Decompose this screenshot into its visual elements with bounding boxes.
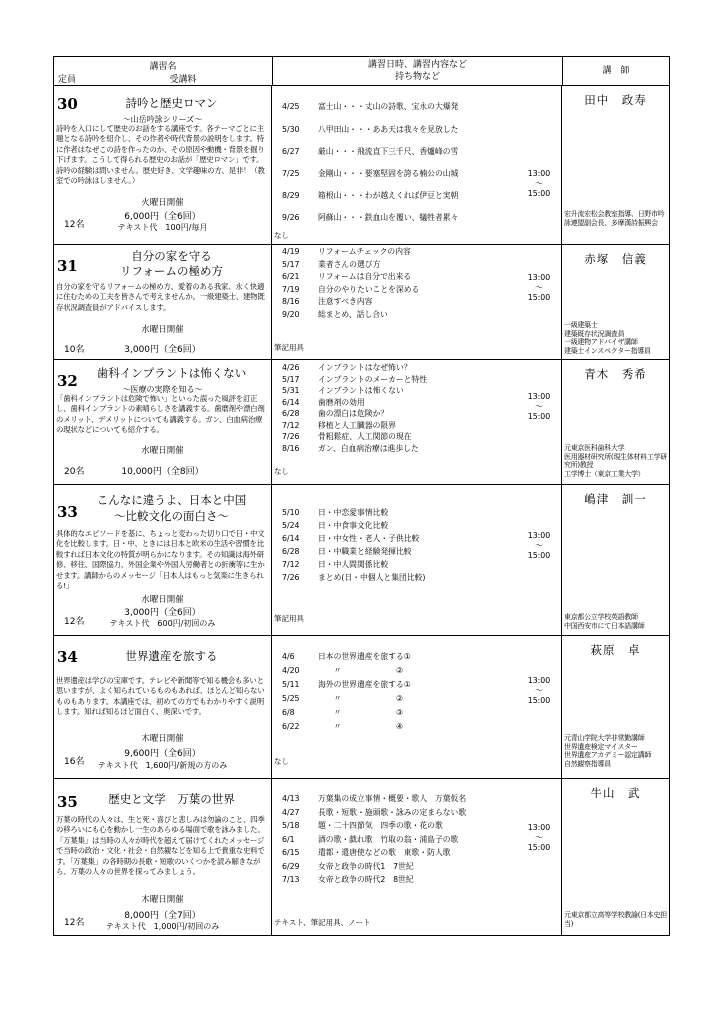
header-fee: 受講料 <box>169 75 197 85</box>
course-fee: 9,600円（全6回） <box>124 749 201 759</box>
time-text: 15:00 <box>527 293 551 302</box>
course-bring: 筆記用具 <box>274 614 304 623</box>
session-date: 4/26 <box>282 363 300 372</box>
course-capacity: 12名 <box>64 918 85 928</box>
course-capacity: 20名 <box>64 467 85 477</box>
course-bring: なし <box>274 231 289 240</box>
session-list <box>272 247 517 322</box>
session-content: 移植と人工臓器の限界 <box>318 420 396 430</box>
session-date: 7/12 <box>282 560 300 569</box>
session-time <box>518 392 560 422</box>
list-item <box>272 819 517 833</box>
session-date: 6/14 <box>282 534 300 543</box>
course-row <box>54 86 669 245</box>
session-content: 富士山・・・丈山の詩歌、宝永の大爆発 <box>318 102 459 111</box>
session-content: 日・中恋愛事情比較 <box>318 508 389 517</box>
course-day: 火曜日開催 <box>141 198 184 208</box>
session-content: 総まとめ、話し合い <box>318 309 388 319</box>
instructor-bio: 元東京都立高等学校教諭(日本史担当) <box>564 911 667 928</box>
course-bring: 筆記用具 <box>274 343 304 352</box>
course-subtitle: ～医療の実際を知る～ <box>122 385 203 394</box>
session-content: 〃 ② <box>318 694 403 703</box>
course-row <box>54 245 669 360</box>
list-item <box>272 375 517 387</box>
course-bring: なし <box>274 467 289 476</box>
time-text: ～ <box>535 541 543 550</box>
session-date: 6/1 <box>282 834 295 844</box>
header-schedule-line1: 講習日時、講習内容など <box>367 60 467 70</box>
session-date: 9/26 <box>282 213 300 222</box>
list-item <box>272 432 517 444</box>
session-content: インプラントは怖くない <box>318 386 404 395</box>
header-schedule-line2: 持ち物など <box>394 72 440 82</box>
session-date: 4/20 <box>282 666 300 675</box>
list-item <box>272 207 517 229</box>
session-date: 6/21 <box>282 272 300 281</box>
session-date: 7/13 <box>282 875 300 884</box>
session-date: 5/10 <box>282 508 300 517</box>
session-content: 海外の世界遺産を旅する① <box>318 680 411 689</box>
session-date: 6/27 <box>282 147 300 156</box>
session-content: 八甲田山・・・ああ天は我々を見放した <box>318 125 459 134</box>
course-day: 水曜日開催 <box>141 446 184 456</box>
session-content: 〃 ③ <box>318 708 403 717</box>
session-content: 女帝と政争の時代1 7世紀 <box>318 861 414 871</box>
course-schedule <box>272 485 562 635</box>
time-text: ～ <box>535 833 543 842</box>
list-item <box>272 506 517 519</box>
course-bring: テキスト、筆記用具、ノート <box>274 918 371 927</box>
session-content: 遣都・遣唐使などの歌 東歌・防人歌 <box>318 848 451 857</box>
session-content: インプラントのメーカーと特性 <box>318 374 427 384</box>
header-capacity: 定員 <box>58 75 77 85</box>
course-capacity: 10名 <box>64 345 85 355</box>
list-item <box>272 558 517 571</box>
session-content: 日・中食事文化比較 <box>318 521 389 530</box>
course-number: 35 <box>57 793 78 811</box>
course-row <box>54 360 669 485</box>
session-date: 5/18 <box>282 821 300 830</box>
list-item <box>272 664 517 678</box>
time-text: ～ <box>535 179 543 188</box>
course-title: 詩吟と歴史ロマン <box>125 96 218 110</box>
course-fee: 8,000円（全7回） <box>124 911 201 921</box>
session-date: 8/16 <box>282 443 300 453</box>
session-date: 7/25 <box>282 169 300 178</box>
session-content: 酒の歌・戯れ歌 竹取の翁・浦島子の歌 <box>318 834 459 844</box>
course-number: 30 <box>57 95 78 113</box>
course-instructor <box>562 485 669 635</box>
instructor-name: 赤塚 信義 <box>584 252 647 266</box>
list-item <box>272 444 517 456</box>
course-day: 木曜日開催 <box>141 895 184 905</box>
session-content: 題・二十四節気 四季の歌・花の歌 <box>318 821 443 830</box>
session-content: 注意すべき内容 <box>318 297 373 306</box>
session-content: 骨粗鬆症、人工関節の現在 <box>318 432 412 441</box>
course-row <box>54 485 669 636</box>
session-date: 6/8 <box>282 708 295 717</box>
course-instructor <box>562 636 669 778</box>
course-description: 自分の家を守るリフォームの極め方、愛着のある我家、永く快適に住むための工夫を皆さんで考えませんか。一級建築士、建物既存状況調査員がアドバイスします。 <box>56 282 265 312</box>
course-info <box>54 86 272 244</box>
session-content: 日・中女性・老人・子供比較 <box>318 534 420 543</box>
list-item <box>272 692 517 706</box>
session-date: 4/19 <box>282 247 300 256</box>
time-text: 15:00 <box>527 696 551 705</box>
course-schedule <box>272 360 562 484</box>
course-subtitle: ～山岳吟詠シリーズ～ <box>122 115 203 124</box>
session-date: 5/31 <box>282 386 300 395</box>
list-item <box>272 310 517 323</box>
session-content: 〃 ② <box>318 666 403 675</box>
course-fee: 3,000円（全6回） <box>124 608 201 618</box>
session-date: 7/19 <box>282 284 300 294</box>
course-description: 「歯科インプラントは危険で怖い」といった誤った風評を訂正し、歯科インプラントの素晴らしさを講義する。歯磨剤や漂白剤のメリット、デメリットについても講義する。ガン、白血病治療の現状などについても紹介する。 <box>56 394 265 435</box>
course-text-fee: テキスト代 1,000円/初回のみ <box>105 922 220 931</box>
course-day: 水曜日開催 <box>141 595 184 605</box>
time-text: 15:00 <box>527 843 551 852</box>
course-number: 34 <box>57 648 78 666</box>
session-content: リフォームチェックの内容 <box>318 247 411 256</box>
course-title: 世界遺産を旅する <box>125 649 218 663</box>
course-row <box>54 636 669 779</box>
course-capacity: 12名 <box>64 617 85 627</box>
time-text: 15:00 <box>527 412 551 421</box>
course-description: 万葉の時代の人々は、生と死・喜びと悲しみは勿論のこと、四季の移ろいにも心を動かし一生のあらゆる場面で歌を詠みました。「万葉集」は当時の人々が時代を超えて届けてくれたメッセージで当時の政治・文化・社会・自然観などを知る上で貴重な史料です。「万葉集」の各時期の長歌・短歌のいくつかを読み解きながら、万葉の人々の世界を探ってみましょう。 <box>56 815 265 877</box>
course-schedule <box>272 245 562 359</box>
session-date: 5/24 <box>282 521 300 530</box>
course-title-line2: ～比較文化の面白さ～ <box>114 509 229 523</box>
session-time <box>518 169 560 199</box>
list-item <box>272 833 517 847</box>
session-date: 5/17 <box>282 259 300 269</box>
list-item <box>272 185 517 207</box>
session-content: 女帝と政争の時代2 8世紀 <box>318 875 414 884</box>
list-item <box>272 532 517 545</box>
session-date: 5/17 <box>282 374 300 384</box>
session-date: 6/28 <box>282 547 300 556</box>
list-item <box>272 571 517 584</box>
course-schedule <box>272 86 562 244</box>
instructor-name: 萩原 卓 <box>590 643 641 657</box>
header-course-col <box>54 57 273 85</box>
course-info <box>54 360 272 484</box>
header-instructor: 講 師 <box>602 66 630 76</box>
instructor-bio: 元青山学院大学非常勤講師 世界遺産検定マイスター 世界遺産アカデミー認定講師 自然観察指導員 <box>564 734 652 768</box>
session-list <box>272 650 517 734</box>
session-content: リフォームは自分で出来る <box>318 272 412 281</box>
session-date: 4/27 <box>282 807 300 817</box>
list-item <box>272 650 517 664</box>
time-text: ～ <box>535 402 543 411</box>
list-item <box>272 519 517 532</box>
list-item <box>272 409 517 421</box>
course-info <box>54 485 272 635</box>
session-date: 7/26 <box>282 573 300 582</box>
course-schedule <box>272 779 562 935</box>
list-item <box>272 386 517 398</box>
session-time <box>518 273 560 303</box>
table-header <box>54 57 669 86</box>
session-content: 業者さんの選び方 <box>318 259 381 269</box>
time-text: 13:00 <box>527 823 551 832</box>
session-time <box>518 823 560 853</box>
session-date: 6/29 <box>282 861 300 871</box>
course-number: 33 <box>57 503 78 521</box>
session-date: 7/12 <box>282 420 300 430</box>
list-item <box>272 140 517 163</box>
course-capacity: 12名 <box>64 220 85 230</box>
course-instructor <box>562 779 669 935</box>
course-fee: 6,000円（全6回） <box>124 212 201 222</box>
course-text-fee: テキスト代 100円/毎月 <box>117 223 208 232</box>
session-date: 4/6 <box>282 652 295 661</box>
session-content: 歯磨剤の効用 <box>318 397 365 407</box>
course-fee: 10,000円（全8回） <box>121 467 204 477</box>
session-date: 4/25 <box>282 102 300 111</box>
list-item <box>272 806 517 820</box>
session-content: 〃 ④ <box>318 722 403 731</box>
session-date: 5/25 <box>282 694 300 703</box>
time-text: ～ <box>535 686 543 695</box>
list-item <box>272 119 517 140</box>
course-row <box>54 779 669 935</box>
course-number: 31 <box>57 257 78 275</box>
session-list <box>272 792 517 887</box>
list-item <box>272 421 517 433</box>
course-text-fee: テキスト代 600円/初回のみ <box>109 619 216 628</box>
session-content: 日・中人間関係比較 <box>318 560 389 569</box>
time-text: 15:00 <box>527 189 551 198</box>
session-content: 自分のやりたいことを深める <box>318 284 420 294</box>
course-day: 木曜日開催 <box>141 734 184 744</box>
session-content: 長歌・短歌・施頭歌・詠みの定まらない歌 <box>318 807 467 817</box>
session-date: 8/29 <box>282 191 300 200</box>
instructor-bio: 東京都公立学校英語教師 中国西安市にて日本語講師 <box>564 613 645 630</box>
session-list <box>272 363 517 455</box>
session-date: 9/20 <box>282 309 300 319</box>
session-content: 厳山・・・飛流直下三千尺、香爐峰の雪 <box>318 147 459 156</box>
course-title: 歴史と文学 万葉の世界 <box>108 792 235 806</box>
list-item <box>272 260 517 273</box>
course-info <box>54 245 272 359</box>
course-instructor <box>562 245 669 359</box>
course-description: 世界遺産は学びの宝庫です。テレビや新聞等で知る機会も多いと思いますが、よく知られているものもあれば、ほとんど知らないものもあります。本講座では、初めての方でもわかりやすく説明します。知れば知るほど面白く、奥深いです。 <box>56 676 265 717</box>
list-item <box>272 545 517 558</box>
time-text: 13:00 <box>527 273 551 282</box>
instructor-name: 青木 秀希 <box>584 367 647 381</box>
course-day: 水曜日開催 <box>141 325 184 335</box>
time-text: 15:00 <box>527 551 551 560</box>
course-capacity: 16名 <box>64 757 85 767</box>
session-content: ガン、白血病治療は進歩した <box>318 443 419 453</box>
list-item <box>272 720 517 734</box>
time-text: 13:00 <box>527 531 551 540</box>
instructor-bio: 一級建築士 建築既存状況調査員 一級建物アドバイザ講師 建築士インスペクター指導員 <box>564 321 651 355</box>
session-date: 6/14 <box>282 397 300 407</box>
header-course-name: 講習名 <box>149 62 177 72</box>
list-item <box>272 247 517 260</box>
list-item <box>272 792 517 806</box>
session-content: 日・中職業と経験発揮比較 <box>318 547 412 556</box>
session-time <box>518 676 560 706</box>
list-item <box>272 873 517 887</box>
session-time <box>518 531 560 561</box>
session-date: 4/13 <box>282 794 300 803</box>
course-title-line1: こんなに違うよ、日本と中国 <box>96 493 247 507</box>
instructor-bio: 宏升流宏松会教室指導、日野市吟詠連盟副会長、多摩漢詩振興会 <box>564 210 665 227</box>
course-instructor <box>562 86 669 244</box>
instructor-name: 田中 政寿 <box>584 93 647 107</box>
list-item <box>272 363 517 375</box>
list-item <box>272 706 517 720</box>
course-info <box>54 636 272 778</box>
session-content: 箱根山・・・わが越えくれば伊豆と実朝 <box>318 191 459 200</box>
course-schedule <box>272 636 562 778</box>
list-item <box>272 163 517 185</box>
time-text: 13:00 <box>527 169 551 178</box>
list-item <box>272 297 517 310</box>
list-item <box>272 678 517 692</box>
list-item <box>272 846 517 860</box>
list-item <box>272 285 517 298</box>
session-content: 万葉集の成立事情・概要・歌人 万葉仮名 <box>318 794 467 803</box>
time-text: 13:00 <box>527 676 551 685</box>
session-date: 6/15 <box>282 848 300 857</box>
course-title: 歯科インプラントは怖くない <box>96 366 247 380</box>
session-content: 金剛山・・・要塞堅固を誇る楠公の山城 <box>318 169 459 178</box>
session-date: 8/16 <box>282 297 300 306</box>
header-schedule-col <box>273 57 563 85</box>
instructor-bio: 元東京医科歯科大学 医用器材研究所(現生体材料工学研究所)教授 工学博士（東京工業大学） <box>564 444 667 478</box>
session-content: 日本の世界遺産を旅する① <box>318 652 411 661</box>
course-info <box>54 779 272 935</box>
course-title-line1: 自分の家を守る <box>131 249 212 263</box>
session-date: 6/22 <box>282 722 300 731</box>
list-item <box>272 272 517 285</box>
session-content: まとめ(日・中個人と集団比較) <box>318 573 426 582</box>
session-content: インプラントはなぜ怖い？ <box>318 363 412 372</box>
session-list <box>272 506 517 584</box>
course-text-fee: テキスト代 1,600円/新規の方のみ <box>97 761 228 770</box>
session-date: 7/26 <box>282 432 300 441</box>
course-instructor <box>562 360 669 484</box>
list-item <box>272 94 517 119</box>
session-content: 阿蘇山・・・鉄血山を覆い、犠牲者累々 <box>318 213 459 222</box>
time-text: 13:00 <box>527 392 551 401</box>
course-description: 具体的なエピソードを基に、ちょっと変わった切り口で日・中文化を比較します。日・中、ときには日本と欧米の生活や習慣を比較すれば日本文化の特質が明らかになります。その知識は海外研修、移住、国際協力、外国企業や外国人労働者との折衝等に生かせます。講師からのメッセージ「日本人はもっと気楽に生きられる!」 <box>56 529 265 591</box>
session-content: 歯の漂白は危険か？ <box>318 409 389 418</box>
time-text: ～ <box>535 283 543 292</box>
course-title-line2: リフォームの極め方 <box>120 264 223 278</box>
instructor-name: 牛山 武 <box>590 786 641 800</box>
course-bring: なし <box>274 757 289 766</box>
session-date: 5/30 <box>282 125 300 134</box>
list-item <box>272 398 517 410</box>
course-fee: 3,000円（全6回） <box>124 345 201 355</box>
course-description: 詩吟を入口にして歴史のお話をする講座です。各テーマごとに主題となる詩吟を紹介し、その作者や時代背景の説明をします。特に作者はなぜこの詩を作ったのか、その原因や動機・背景を掘り下げます。こうして得られる歴史のお話が「歴史ロマン」です。詩吟の経験は問いません。歴史好き、文学趣味の方、是非！（教室での吟詠はしません。） <box>56 124 265 186</box>
list-item <box>272 860 517 874</box>
session-date: 6/28 <box>282 409 300 418</box>
course-table <box>53 56 670 936</box>
session-date: 5/11 <box>282 680 300 689</box>
session-list <box>272 94 517 229</box>
course-number: 32 <box>57 372 78 390</box>
instructor-name: 嶋津 訓一 <box>584 492 647 506</box>
